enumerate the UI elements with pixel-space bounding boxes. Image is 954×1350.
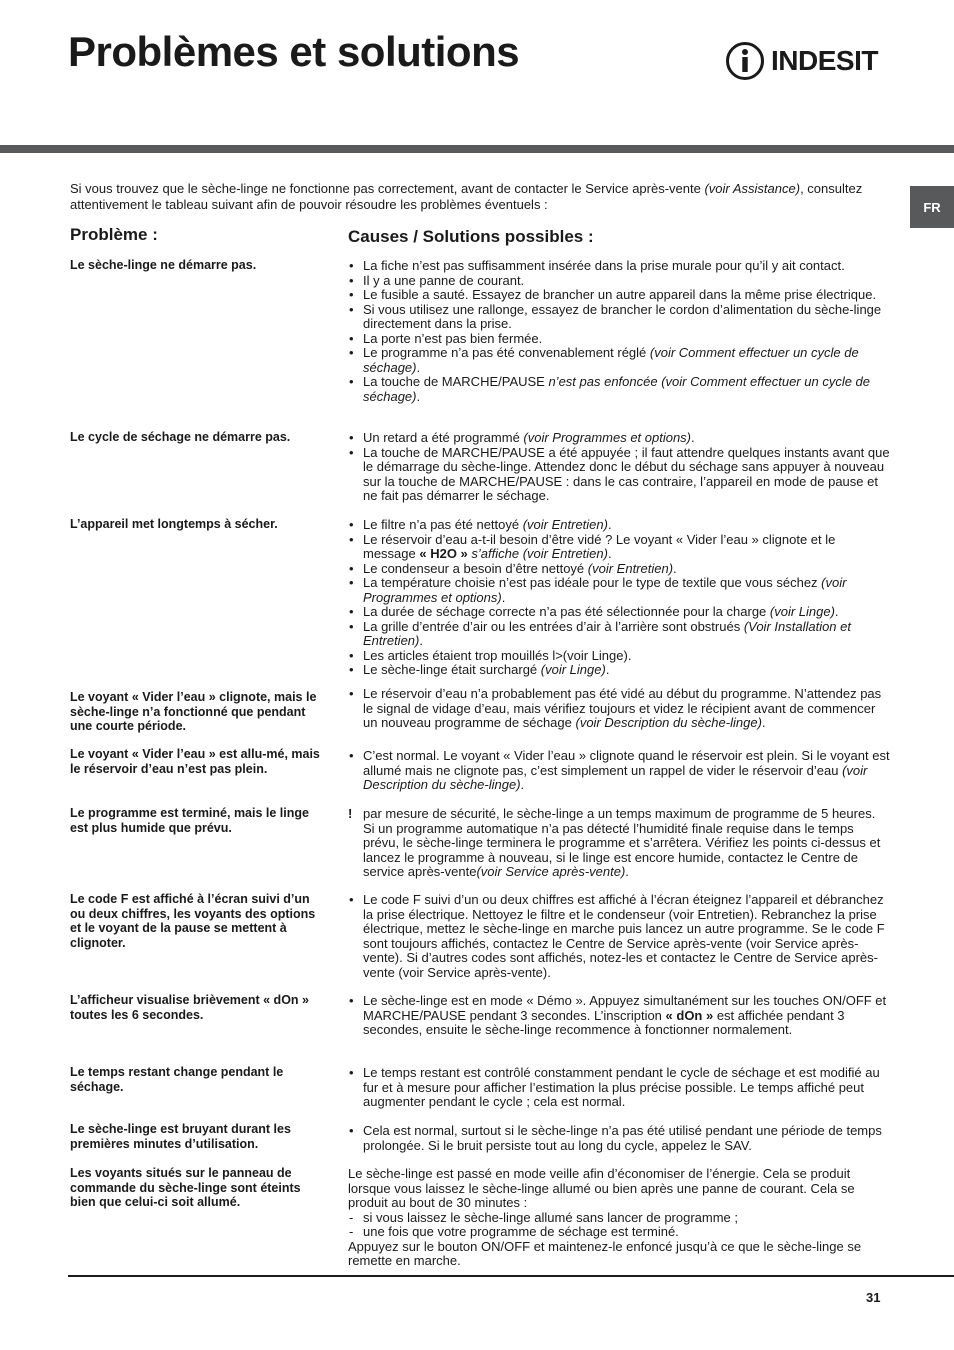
list-item: • Le programme n’a pas été convenablement réglé (voir Comment effectuer un cycle de séchage). [348, 346, 890, 375]
problem-text: Le programme est terminé, mais le linge est plus humide que prévu. [70, 806, 309, 835]
problem-text: L’afficheur visualise brièvement « dOn » toutes les 6 secondes. [70, 993, 309, 1022]
problem-text: Le temps restant change pendant le séchage. [70, 1065, 284, 1094]
list-item: • Un retard a été programmé (voir Programmes et options). [348, 431, 890, 446]
problem-text: Les voyants situés sur le panneau de commande du sèche-linge sont éteints bien que celui-ci soit allumé. [70, 1166, 301, 1209]
problem-text: Le code F est affiché à l’écran suivi d’un ou deux chiffres, les voyants des options et le voyant de la pause se mettent à clignoter. [70, 892, 316, 950]
problem-text: Le sèche-linge ne démarre pas. [70, 258, 257, 272]
solution-list [348, 807, 890, 880]
list-item: • C’est normal. Le voyant « Vider l’eau » clignote quand le réservoir est plein. Si le voyant est allumé mais ne clignote pas, c’est simplement un rappel de vider le réservoir d’eau (voir Description du sèche-linge). [348, 749, 890, 793]
list-item: • Le condenseur a besoin d’être nettoyé (voir Entretien). [348, 562, 890, 577]
list-item: • Le filtre n’a pas été nettoyé (voir Entretien). [348, 518, 890, 533]
list-item: • La durée de séchage correcte n’a pas été sélectionnée pour la charge (voir Linge). [348, 605, 890, 620]
problem-text: Le voyant « Vider l’eau » est allu-mé, mais le réservoir d’eau n’est pas plein. [70, 747, 320, 776]
standby-paragraph: Le sèche-linge est passé en mode veille afin d’économiser de l’énergie. Cela se produit lorsque vous laissez le sèche-linge allumé ou bien après une panne de courant. Cela se produit au bout de 30 minutes : [348, 1166, 855, 1210]
list-item: • Le réservoir d’eau a-t-il besoin d’être vidé ? Le voyant « Vider l’eau » clignote et le message « H2O » s’affiche (voir Entretien). [348, 533, 890, 562]
problem-text: Le voyant « Vider l’eau » clignote, mais le sèche-linge n’a fonctionné que pendant une courte période. [70, 690, 317, 733]
solution-list [348, 994, 890, 1038]
problem-text: Le sèche-linge est bruyant durant les premières minutes d’utilisation. [70, 1122, 291, 1151]
list-item: • Le fusible a sauté. Essayez de brancher un autre appareil dans la même prise électrique. [348, 288, 890, 303]
solution-list [348, 893, 890, 980]
standby-closing: Appuyez sur le bouton ON/OFF et maintenez-le enfoncé jusqu’à ce que le sèche-linge se remette en marche. [348, 1238, 862, 1268]
list-item: • La température choisie n’est pas idéale pour le type de textile que vous séchez (voir Programmes et options). [348, 576, 890, 605]
indesit-logo-icon [725, 41, 765, 81]
list-item: • La grille d’entrée d’air ou les entrées d’air à l’arrière sont obstrués (Voir Installation et Entretien). [348, 620, 890, 649]
language-tab: FR [910, 186, 954, 228]
footer-rule [68, 1275, 954, 1277]
list-item: • Cela est normal, surtout si le sèche-linge n’a pas été utilisé pendant une période de temps prolongée. Si le bruit persiste tout au long du cycle, appelez le SAV. [348, 1124, 890, 1153]
causes-column-header: Causes / Solutions possibles : [348, 227, 594, 246]
intro-paragraph: Si vous trouvez que le sèche-linge ne fonctionne pas correctement, avant de contacter le Service après-vente (voir Assistance), consultez attentivement le tableau suivant afin de pouvoir résoudre les problèmes éventuels : [70, 181, 863, 212]
solution-list [348, 259, 890, 404]
list-item: • Le réservoir d’eau n’a probablement pas été vidé au début du programme. N’attendez pas le signal de vidage d’eau, mais vérifiez toujours et videz le récipient avant de commencer un nouveau programme de séchage (voir Description du sèche-linge). [348, 687, 890, 731]
solution-list [348, 518, 890, 678]
list-item: • Le temps restant est contrôlé constamment pendant le cycle de séchage et est modifié au fur et à mesure pour afficher l’estimation la plus précise possible. Le temps affiché peut augmenter pendant le cycle ; cela est normal. [348, 1066, 890, 1110]
standby-explanation [348, 1167, 890, 1269]
solution-list [348, 431, 890, 504]
list-item: - une fois que votre programme de séchage est terminé. [348, 1225, 890, 1240]
problem-text: Le cycle de séchage ne démarre pas. [70, 430, 291, 444]
solution-list [348, 1124, 890, 1153]
list-item: • Le sèche-linge est en mode « Démo ». Appuyez simultanément sur les touches ON/OFF et MARCHE/PAUSE pendant 3 secondes. L’inscription « dOn » est affichée pendant 3 secondes, ensuite le sèche-linge recommence à fonctionner normalement. [348, 994, 890, 1038]
list-item: ! par mesure de sécurité, le sèche-linge a un temps maximum de programme de 5 heures. Si un programme automatique n’a pas détecté l’humidité finale requise dans le temps prévu, le sèche-linge terminera le programme et s’arrêtera. Vérifiez les points ci-dessus et lancez le programme à nouveau, si le linge est encore humide, contactez le Centre de service après-vente(voir Service après-vente). [348, 807, 890, 880]
header-rule [0, 145, 954, 153]
page-title: Problèmes et solutions [68, 28, 520, 75]
list-item: • Les articles étaient trop mouillés l>(voir Linge). [348, 649, 890, 664]
solution-list [348, 1066, 890, 1110]
list-item: • Le sèche-linge était surchargé (voir Linge). [348, 663, 890, 678]
brand-wordmark: INDESIT [771, 45, 878, 76]
list-item: • La touche de MARCHE/PAUSE a été appuyée ; il faut attendre quelques instants avant que le démarrage du sèche-linge. Attendez donc le début du séchage sans appuyer à nouveau sur la touche de MARCHE/PAUSE : dans le cas contraire, l’appareil en mode de pause et ne fait pas démarrer le séchage. [348, 446, 890, 504]
list-item: • La porte n’est pas bien fermée. [348, 332, 890, 347]
brand-logo [725, 40, 878, 82]
list-item: • Si vous utilisez une rallonge, essayez de brancher le cordon d’alimentation du sèche-linge directement dans la prise. [348, 303, 890, 332]
list-item: • La touche de MARCHE/PAUSE n’est pas enfoncée (voir Comment effectuer un cycle de séchage). [348, 375, 890, 404]
page-number: 31 [866, 1290, 881, 1305]
problem-text: L’appareil met longtemps à sécher. [70, 517, 278, 531]
solution-list [348, 687, 890, 731]
problem-column-header: Problème : [70, 225, 158, 244]
solution-list [348, 749, 890, 793]
list-item: • Le code F suivi d’un ou deux chiffres est affiché à l’écran éteignez l’appareil et débranchez la prise électrique. Nettoyez le filtre et le condenseur (voir Entretien). Rebranchez la prise électrique, mettez le sèche-linge en marche puis lancez un autre programme. Se le code F sont toujours affichés, contactez le Centre de Service après-vente (voir Service après-vente). Si d’autres codes sont affichés, notez-les et contactez le Centre de Service après-vente (voir Service après-vente). [348, 893, 890, 980]
list-item: - si vous laissez le sèche-linge allumé sans lancer de programme ; [348, 1211, 890, 1226]
list-item: • La fiche n’est pas suffisamment insérée dans la prise murale pour qu’il y ait contact. [348, 259, 890, 274]
list-item: • Il y a une panne de courant. [348, 274, 890, 289]
